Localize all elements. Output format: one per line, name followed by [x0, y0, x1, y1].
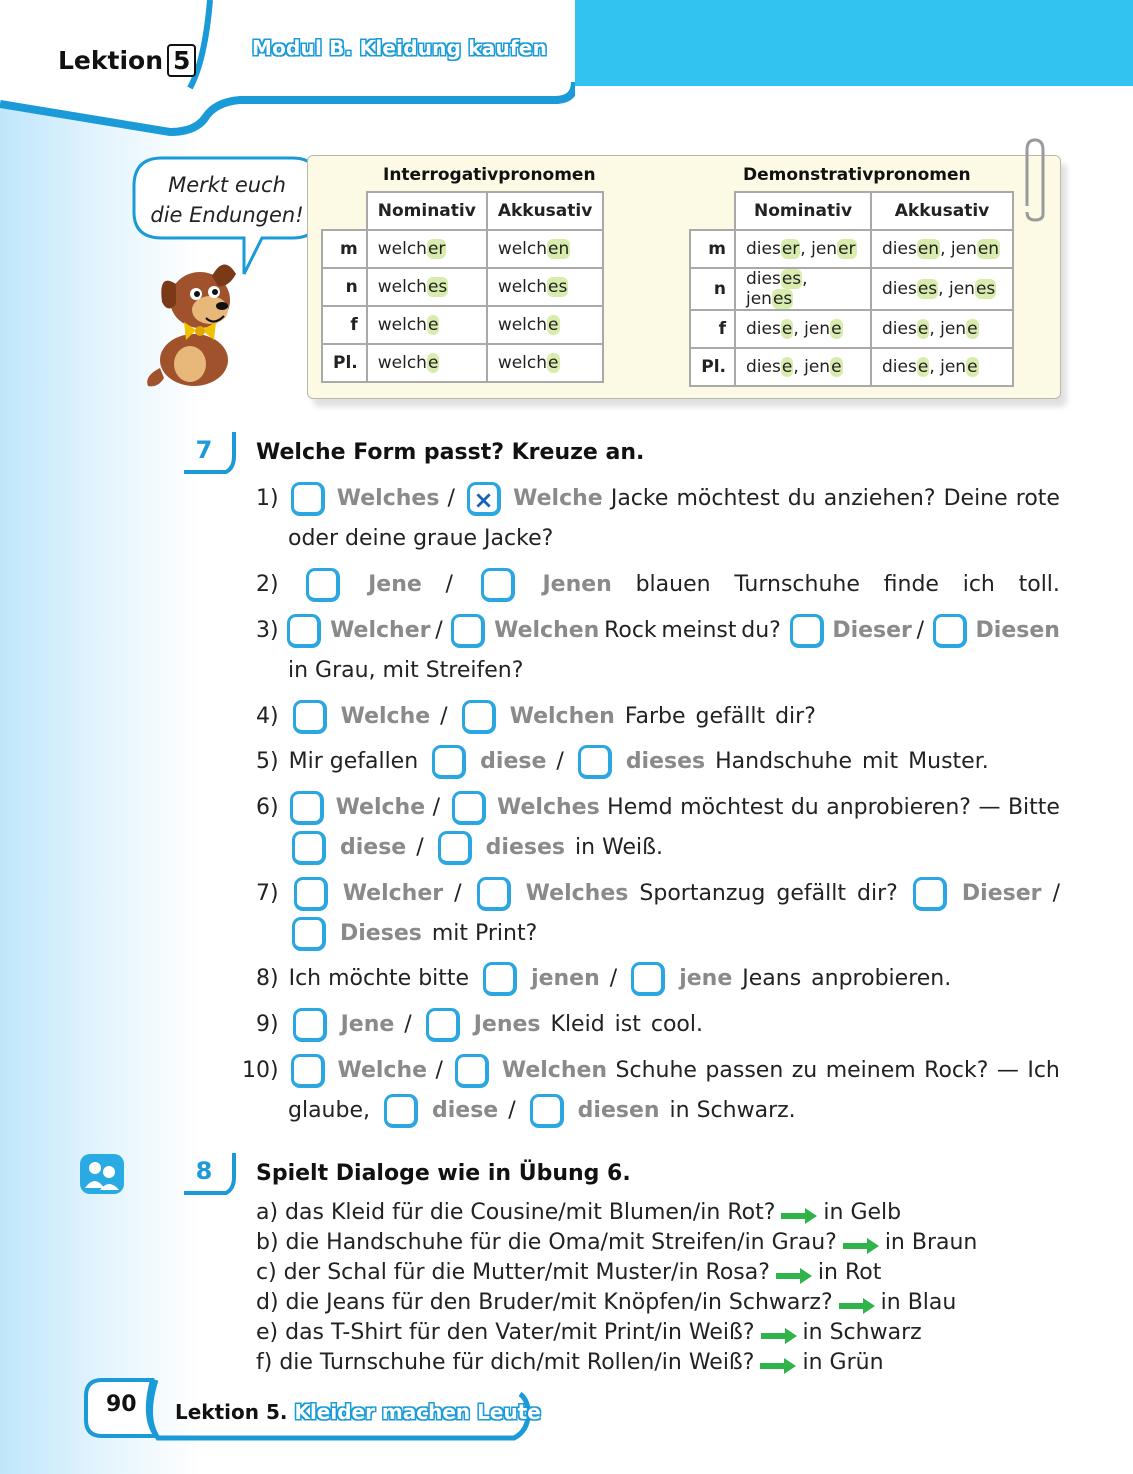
answer-checkbox[interactable]: [306, 568, 340, 602]
word-stem: dies: [746, 269, 781, 289]
ending-highlight: e: [548, 353, 559, 373]
answer-checkbox[interactable]: [432, 745, 466, 779]
row-label: f: [690, 310, 735, 348]
answer-checkbox[interactable]: [293, 1008, 327, 1042]
nominativ-cell: [735, 348, 871, 386]
dialogue-prompt: [256, 1260, 881, 1285]
green-arrow-icon: [758, 1355, 798, 1371]
akkusativ-cell: [871, 348, 1013, 386]
dialogue-question: c) der Schal für die Mutter/mit Muster/in Rosa?: [256, 1260, 770, 1285]
page-number: 90: [106, 1392, 137, 1417]
sentence-word: finde: [883, 572, 939, 597]
sentence-continuation: in Weiß.: [574, 835, 663, 860]
sentence-word: mit: [862, 749, 899, 774]
answer-checkbox[interactable]: [452, 791, 486, 825]
table-row: [690, 310, 1013, 348]
dialogue-prompt: [256, 1320, 922, 1345]
dialogue-prompt: [256, 1350, 884, 1375]
exercise-line: [256, 614, 1060, 648]
footer-title: Kleider machen Leute: [294, 1400, 541, 1424]
sentence-word: Deine: [943, 486, 1008, 511]
table-header-row: [690, 192, 1013, 230]
option-c: Dieser: [832, 618, 912, 643]
bubble-text: [136, 170, 318, 230]
slash-separator: /: [916, 618, 925, 643]
word-stem: dies: [746, 357, 781, 377]
dialogue-prompt: [256, 1230, 977, 1255]
row-label: n: [690, 268, 735, 310]
dialogue-answer: in Braun: [884, 1230, 978, 1255]
sentence-continuation: in Schwarz.: [669, 1098, 796, 1123]
answer-checkbox[interactable]: [462, 700, 496, 734]
sentence-word: rote: [1015, 486, 1060, 511]
word-stem: , jen: [929, 319, 967, 339]
sentence-word: Farbe: [624, 704, 686, 729]
row-label: Pl.: [322, 344, 367, 382]
word-stem: dies: [882, 279, 917, 299]
option-a: jenen: [531, 966, 600, 991]
sentence-word: meinst: [661, 618, 737, 643]
exercise-8-title: Spielt Dialoge wie in Übung 6.: [256, 1161, 631, 1186]
answer-checkbox[interactable]: [530, 1094, 564, 1128]
exercise-8-number: 8: [195, 1157, 213, 1185]
table-row: [690, 348, 1013, 386]
word-stem: dies: [746, 319, 781, 339]
sentence-word: dir?: [857, 881, 898, 906]
akkusativ-cell: [487, 344, 604, 382]
lektion-number: 5: [167, 44, 196, 77]
word-stem: welch: [377, 315, 427, 335]
option-b: Welchen: [509, 704, 615, 729]
dialogue-question: a) das Kleid für die Cousine/mit Blumen/in Rot?: [256, 1200, 776, 1225]
option-d: dieses: [485, 835, 565, 860]
sentence-word: blauen: [635, 572, 711, 597]
option-a: Jene: [340, 1012, 395, 1037]
ending-highlight: en: [917, 239, 940, 259]
col-nominativ: Nominativ: [367, 192, 487, 230]
sentence-word: anprobieren.: [811, 966, 952, 991]
exercise-line: [256, 568, 1060, 602]
slash-separator: /: [432, 795, 441, 820]
sentence-word: Jacke: [610, 486, 669, 511]
exercise-line: [256, 791, 1060, 825]
word-stem: welch: [497, 239, 548, 259]
answer-checkbox[interactable]: [290, 791, 324, 825]
word-stem: , jen: [746, 269, 808, 309]
dialogue-answer: in Rot: [817, 1260, 882, 1285]
exercise-line: [242, 1054, 1060, 1088]
sentence-word: möchtest: [676, 486, 780, 511]
sentence-word: du: [787, 486, 816, 511]
pair-work-icon: [78, 1152, 126, 1196]
answer-checkbox[interactable]: [291, 482, 325, 516]
slash-separator: /: [447, 486, 455, 511]
exercise-line: [256, 745, 1060, 779]
sentence-word: toll.: [1018, 572, 1060, 597]
word-stem: dies: [746, 239, 781, 259]
answer-checkbox[interactable]: [467, 482, 501, 516]
answer-checkbox[interactable]: [426, 1008, 460, 1042]
exercise-7-number: 7: [195, 436, 213, 464]
table-row: [322, 306, 603, 344]
option-a: Welches: [336, 486, 440, 511]
sentence-word: cool.: [650, 1012, 703, 1037]
word-stem: welch: [377, 353, 427, 373]
option-a: Jene: [368, 572, 422, 597]
ending-highlight: er: [838, 239, 856, 259]
akkusativ-cell: [487, 306, 604, 344]
table-row: [690, 230, 1013, 268]
slash-separator: /: [435, 618, 443, 643]
dialogue-question: f) die Turnschuhe für dich/mit Rollen/in Weiß?: [256, 1350, 755, 1375]
sentence-word: anprobieren?: [826, 795, 971, 820]
footer-lektion: Lektion 5.: [175, 1400, 288, 1424]
dialogue-answer: in Gelb: [823, 1200, 902, 1225]
ending-highlight: e: [831, 357, 842, 377]
green-arrow-icon: [837, 1295, 877, 1311]
slash-separator: /: [609, 966, 618, 991]
sentence-word: Ich: [1027, 1058, 1060, 1083]
ending-highlight: e: [917, 357, 929, 377]
answer-checkbox[interactable]: [913, 877, 947, 911]
option-c: Dieser: [961, 881, 1042, 906]
option-a: diese: [480, 749, 547, 774]
option-d: diesen: [577, 1098, 660, 1123]
item-number: 4): [256, 704, 279, 729]
row-label: m: [322, 230, 367, 268]
option-b: Welchen: [494, 618, 600, 643]
slash-separator: /: [1052, 881, 1060, 906]
dialogue-question: b) die Handschuhe für die Oma/mit Streifen/in Grau?: [256, 1230, 837, 1255]
ending-highlight: e: [831, 319, 842, 339]
ending-highlight: es: [427, 277, 448, 297]
option-a: Welche: [337, 1058, 428, 1083]
item-number: 1): [256, 486, 279, 511]
nominativ-cell: [735, 230, 871, 268]
sentence-text: Ich möchte bitte: [288, 966, 470, 991]
nominativ-cell: [367, 230, 487, 268]
item-number: 7): [256, 881, 279, 906]
option-a: Welche: [335, 795, 426, 820]
answer-checkbox[interactable]: [481, 568, 515, 602]
dialogue-answer: in Schwarz: [802, 1320, 922, 1345]
sentence-text: Mir gefallen: [288, 749, 419, 774]
dialogue-answer: in Blau: [880, 1290, 957, 1315]
slash-separator: /: [454, 881, 462, 906]
table-row: [322, 230, 603, 268]
ending-highlight: es: [772, 289, 793, 309]
row-label: m: [690, 230, 735, 268]
item-number: 2): [256, 572, 279, 597]
answer-checkbox[interactable]: [578, 745, 612, 779]
akkusativ-cell: [487, 268, 604, 306]
word-stem: welch: [497, 353, 548, 373]
dialogue-prompt: [256, 1200, 901, 1225]
sentence-word: Bitte: [1007, 795, 1060, 820]
answer-checkbox[interactable]: [438, 831, 472, 865]
option-e: Dieses: [340, 921, 422, 946]
ending-highlight: e: [967, 357, 978, 377]
ending-highlight: er: [427, 239, 446, 259]
dialogue-answer: in Grün: [802, 1350, 884, 1375]
table-row: [690, 268, 1013, 310]
sentence-word: Handschuhe: [715, 749, 852, 774]
akkusativ-cell: [871, 310, 1013, 348]
option-b: jene: [679, 966, 733, 991]
item-number: 10): [242, 1058, 279, 1083]
col-nominativ: Nominativ: [735, 192, 871, 230]
ending-highlight: en: [548, 239, 570, 259]
modul-title: Modul B. Kleidung kaufen: [252, 36, 548, 60]
nominativ-cell: [367, 344, 487, 382]
slash-separator: /: [416, 835, 424, 860]
nominativ-cell: [367, 268, 487, 306]
exercise-line: [256, 700, 1060, 734]
word-stem: , jen: [800, 239, 838, 259]
sentence-word: du?: [741, 618, 781, 643]
nominativ-cell: [367, 306, 487, 344]
col-akkusativ: Akkusativ: [487, 192, 604, 230]
header-band: [575, 0, 1133, 86]
option-b: Jenes: [473, 1012, 541, 1037]
row-label: Pl.: [690, 348, 735, 386]
word-stem: dies: [882, 357, 917, 377]
sentence-continuation: mit Print?: [431, 921, 538, 946]
ending-highlight: es: [917, 279, 938, 299]
sentence-word: Turnschuhe: [734, 572, 860, 597]
sentence-word: Jeans: [742, 966, 802, 991]
sentence-word: Sportanzug: [639, 881, 766, 906]
ending-highlight: es: [975, 279, 996, 299]
dog-illustration: [140, 248, 248, 390]
slash-separator: /: [556, 749, 564, 774]
answer-checkbox[interactable]: [483, 962, 517, 996]
exercise-line: [256, 482, 1060, 516]
word-stem: dies: [882, 319, 917, 339]
sentence-word: gefällt: [776, 881, 846, 906]
table-header-row: [322, 192, 603, 230]
item-number: 3): [256, 618, 279, 643]
ending-highlight: e: [781, 319, 793, 339]
word-stem: , jen: [793, 319, 831, 339]
option-c: diese: [340, 835, 407, 860]
answer-checkbox[interactable]: [291, 1054, 325, 1088]
slash-separator: /: [435, 1058, 443, 1083]
option-b: Welche: [513, 486, 603, 511]
item-number: 6): [256, 795, 279, 820]
ending-highlight: e: [427, 353, 439, 373]
row-label: f: [322, 306, 367, 344]
slash-separator: /: [508, 1098, 516, 1123]
dialogue-question: d) die Jeans für den Bruder/mit Knöpfen/in Schwarz?: [256, 1290, 833, 1315]
word-stem: welch: [377, 239, 427, 259]
word-stem: , jen: [929, 357, 967, 377]
dialogue-prompt: [256, 1290, 956, 1315]
option-a: Welcher: [342, 881, 444, 906]
item-number: 5): [256, 749, 279, 774]
lektion-word: Lektion: [58, 46, 164, 75]
answer-checkbox[interactable]: [292, 831, 326, 865]
sentence-word: —: [978, 795, 1001, 820]
bubble-line-1: Merkt euch: [168, 173, 286, 197]
sentence-text: glaube,: [288, 1098, 370, 1123]
footer-lesson: [175, 1400, 541, 1424]
answer-checkbox[interactable]: [790, 614, 824, 648]
sentence-word: du: [790, 795, 819, 820]
exercise-line: [288, 917, 537, 951]
nominativ-cell: [735, 310, 871, 348]
word-stem: dies: [882, 239, 917, 259]
slash-separator: /: [445, 572, 453, 597]
table-row: [322, 344, 603, 382]
akkusativ-cell: [871, 268, 1013, 310]
option-b: Jenen: [542, 572, 612, 597]
ending-highlight: es: [548, 277, 568, 297]
sentence-word: anziehen?: [823, 486, 936, 511]
ending-highlight: es: [781, 269, 802, 289]
ending-highlight: en: [977, 239, 1000, 259]
col-akkusativ: Akkusativ: [871, 192, 1013, 230]
demonstrative-table: [689, 191, 1014, 387]
exercise-line: [256, 962, 1060, 996]
word-stem: welch: [497, 315, 548, 335]
option-b: Welches: [525, 881, 629, 906]
answer-checkbox[interactable]: [933, 614, 967, 648]
sentence-continuation: in Grau, mit Streifen?: [288, 658, 524, 683]
green-arrow-icon: [779, 1205, 819, 1221]
answer-checkbox[interactable]: [384, 1094, 418, 1128]
interrogative-heading: Interrogativpronomen: [383, 165, 596, 185]
exercise-line: [256, 1008, 1060, 1042]
sentence-word: Schuhe: [615, 1058, 697, 1083]
nominativ-cell: [735, 268, 871, 310]
answer-checkbox[interactable]: [455, 1054, 489, 1088]
word-stem: , jen: [938, 279, 975, 299]
exercise-7-title: Welche Form passt? Kreuze an.: [256, 440, 645, 465]
exercise-line: [288, 831, 663, 865]
word-stem: , jen: [940, 239, 977, 259]
ending-highlight: e: [917, 319, 929, 339]
answer-checkbox[interactable]: [477, 877, 511, 911]
sentence-word: möchtest: [680, 795, 784, 820]
sentence-word: zu: [791, 1058, 818, 1083]
sentence-word: meinem: [825, 1058, 916, 1083]
dialogue-question: e) das T-Shirt für den Vater/mit Print/in Weiß?: [256, 1320, 755, 1345]
option-a: Welche: [340, 704, 431, 729]
sentence-word: Rock?: [924, 1058, 989, 1083]
ending-highlight: e: [781, 357, 793, 377]
ending-highlight: e: [548, 315, 559, 335]
option-d: Diesen: [975, 618, 1060, 643]
word-stem: welch: [497, 277, 548, 297]
exercise-line: [288, 654, 523, 688]
slash-separator: /: [404, 1012, 412, 1037]
ending-highlight: e: [427, 315, 439, 335]
answer-checkbox[interactable]: [631, 962, 665, 996]
sentence-word: ist: [614, 1012, 641, 1037]
slash-separator: /: [440, 704, 448, 729]
green-arrow-icon: [841, 1235, 881, 1251]
lektion-title: [58, 44, 196, 77]
item-number: 9): [256, 1012, 279, 1037]
table-row: [322, 268, 603, 306]
akkusativ-cell: [871, 230, 1013, 268]
ending-highlight: e: [967, 319, 978, 339]
exercise-line: [288, 1094, 796, 1128]
green-arrow-icon: [759, 1325, 799, 1341]
answer-checkbox[interactable]: [293, 700, 327, 734]
answer-checkbox[interactable]: [292, 917, 326, 951]
sentence-word: Kleid: [550, 1012, 605, 1037]
paperclip-icon: [1019, 136, 1047, 222]
item-number: 8): [256, 966, 279, 991]
bubble-line-2: die Endungen!: [150, 203, 304, 227]
answer-checkbox[interactable]: [287, 614, 321, 648]
sentence-word: ich: [962, 572, 995, 597]
exercise-line: [288, 522, 553, 556]
demonstrative-heading: Demonstrativpronomen: [743, 165, 971, 185]
option-b: Welchen: [501, 1058, 608, 1083]
answer-checkbox[interactable]: [451, 614, 485, 648]
word-stem: welch: [377, 277, 427, 297]
sentence-continuation: oder deine graue Jacke?: [288, 526, 554, 551]
option-c: diese: [432, 1098, 499, 1123]
sentence-word: passen: [705, 1058, 784, 1083]
sentence-word: gefällt: [695, 704, 766, 729]
option-a: Welcher: [330, 618, 431, 643]
sentence-word: Hemd: [607, 795, 673, 820]
sentence-word: Muster.: [908, 749, 989, 774]
sentence-word: Rock: [604, 618, 657, 643]
green-arrow-icon: [774, 1265, 814, 1281]
sentence-word: —: [996, 1058, 1019, 1083]
akkusativ-cell: [487, 230, 604, 268]
answer-checkbox[interactable]: [294, 877, 328, 911]
word-stem: , jen: [793, 357, 831, 377]
option-b: Welches: [497, 795, 600, 820]
sentence-word: dir?: [775, 704, 816, 729]
exercise-line: [256, 877, 1060, 911]
row-label: n: [322, 268, 367, 306]
interrogative-table: [321, 191, 604, 383]
option-b: dieses: [625, 749, 706, 774]
ending-highlight: er: [781, 239, 800, 259]
